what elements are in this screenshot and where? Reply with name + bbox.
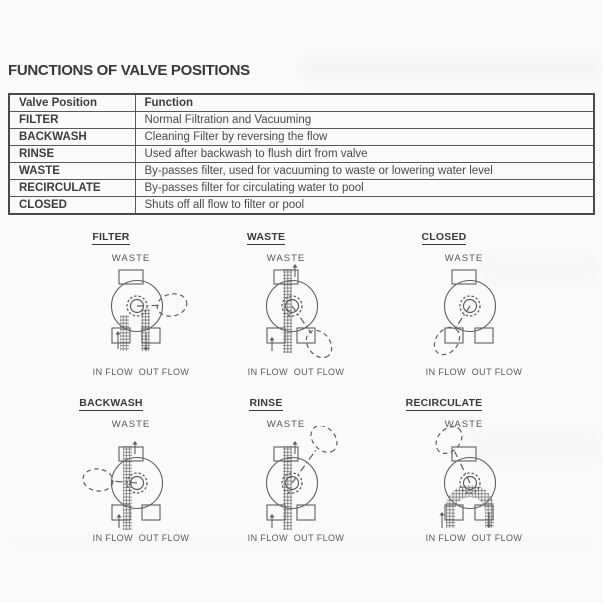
flow-label: IN FLOW OUT FLOW — [425, 367, 523, 377]
flow-label: IN FLOW OUT FLOW — [247, 533, 345, 543]
table-row — [9, 129, 594, 146]
valve-position-cell: BACKWASH — [9, 129, 135, 146]
flow-label: IN FLOW OUT FLOW — [425, 533, 523, 543]
flow-label: IN FLOW OUT FLOW — [247, 367, 345, 377]
table-row — [9, 112, 594, 129]
function-cell: Cleaning Filter by reversing the flow — [135, 129, 594, 146]
valve-diagram — [220, 249, 370, 364]
valve-diagram — [398, 426, 548, 541]
table-row — [9, 146, 594, 163]
waste-label: WASTE — [266, 253, 306, 264]
function-cell: By-passes filter, used for vacuuming to waste or lowering water level — [135, 163, 594, 180]
valve-position-cell: CLOSED — [9, 197, 135, 215]
header-valve-position: Valve Position — [9, 94, 135, 112]
flow-label: IN FLOW OUT FLOW — [92, 533, 190, 543]
diagram-cell-rinse — [220, 397, 380, 557]
diagram-cell-backwash — [65, 397, 225, 557]
diagram-cell-recirculate — [398, 397, 558, 557]
flow-label: IN FLOW OUT FLOW — [92, 367, 190, 377]
diagram-cell-closed — [398, 231, 558, 391]
valve-position-cell: WASTE — [9, 163, 135, 180]
table-row — [9, 197, 594, 215]
valve-position-cell: RECIRCULATE — [9, 180, 135, 197]
valve-table — [8, 93, 595, 215]
table-row — [9, 180, 594, 197]
header-function: Function — [135, 94, 594, 112]
table-row — [9, 163, 594, 180]
valve-diagram — [65, 249, 215, 364]
waste-label: WASTE — [444, 253, 484, 264]
diagram-title: RECIRCULATE — [405, 397, 483, 409]
waste-label: WASTE — [444, 419, 484, 430]
valve-position-cell: RINSE — [9, 146, 135, 163]
valve-diagram — [398, 249, 548, 364]
valve-diagram — [220, 426, 370, 541]
waste-label: WASTE — [266, 419, 306, 430]
waste-label: WASTE — [111, 419, 151, 430]
diagram-cell-waste — [220, 231, 380, 391]
function-cell: Used after backwash to flush dirt from valve — [135, 146, 594, 163]
diagram-title: FILTER — [92, 231, 130, 243]
diagram-title: CLOSED — [421, 231, 467, 243]
function-cell: Normal Filtration and Vacuuming — [135, 112, 594, 129]
waste-label: WASTE — [111, 253, 151, 264]
valve-position-cell: FILTER — [9, 112, 135, 129]
diagram-title: RINSE — [249, 397, 283, 409]
page-title: FUNCTIONS OF VALVE POSITIONS — [8, 62, 250, 79]
diagram-title: BACKWASH — [79, 397, 143, 409]
diagram-cell-filter — [65, 231, 225, 391]
scan-artifact — [300, 56, 600, 80]
function-cell: Shuts off all flow to filter or pool — [135, 197, 594, 215]
diagram-title: WASTE — [246, 231, 286, 243]
table-header-row — [9, 94, 594, 112]
valve-diagram — [65, 426, 215, 541]
function-cell: By-passes filter for circulating water to pool — [135, 180, 594, 197]
